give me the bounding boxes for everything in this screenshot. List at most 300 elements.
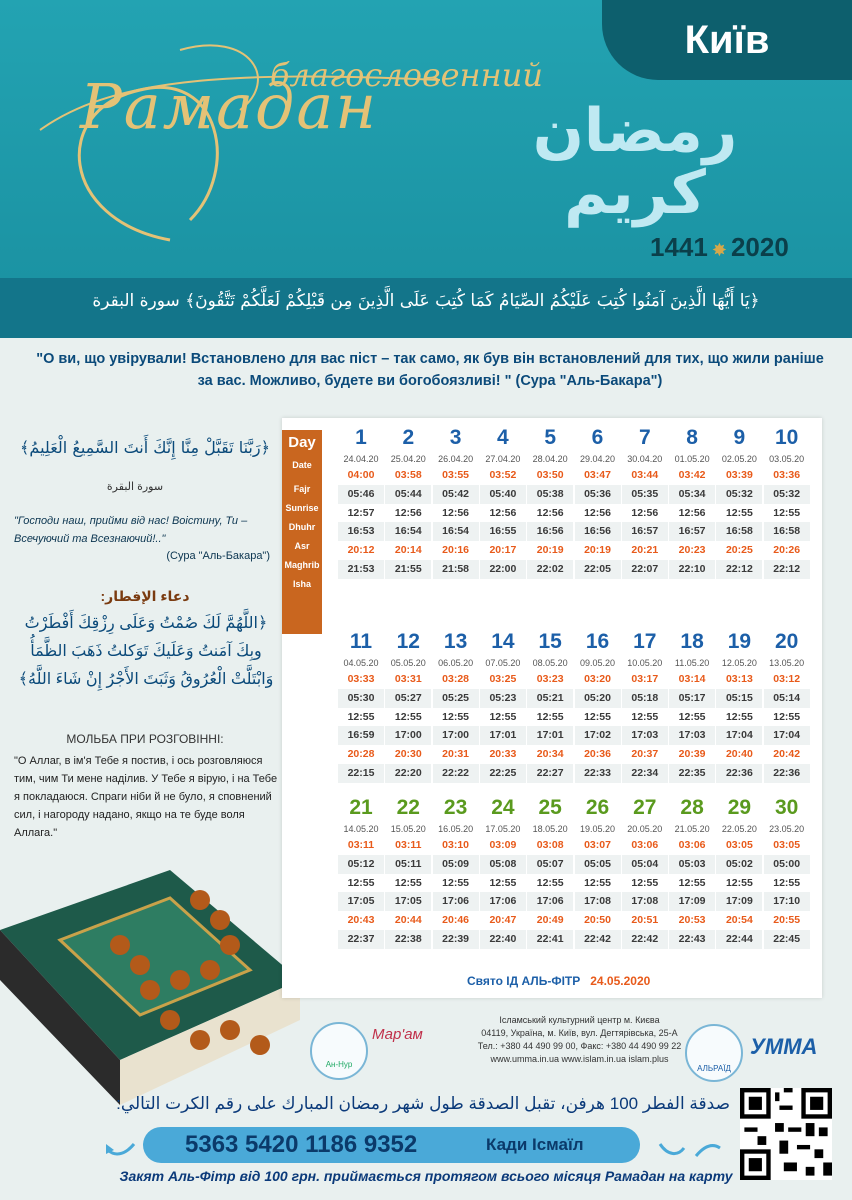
maghrib-time: 20:53 xyxy=(678,914,706,927)
day-number: 15 xyxy=(538,630,562,653)
zakat-note: Закят Аль-Фітр від 100 грн. приймається протягом всього місяця Рамадан на карту xyxy=(119,1168,733,1184)
day-number: 16 xyxy=(585,630,610,653)
isha-time: 22:15 xyxy=(338,764,384,783)
an-nur-label: Ан-Нур xyxy=(325,1060,353,1069)
isha-time: 22:12 xyxy=(764,560,810,579)
day-number: 8 xyxy=(686,426,698,449)
card-number-box[interactable] xyxy=(143,1127,640,1163)
day-column xyxy=(622,630,668,783)
sunrise-time: 05:34 xyxy=(669,485,715,504)
asr-time: 17:06 xyxy=(480,892,526,911)
asr-time: 16:56 xyxy=(575,522,621,541)
sunrise-time: 05:25 xyxy=(433,689,479,708)
ayah-text: ﴿يَا أَيُّهَا الَّذِينَ آمَنُوا كُتِبَ عَلَيْكُمُ الصِّيَامُ كَمَا كُتِبَ عَلَى الَّذِينَ مِن قَبْلِكُمْ لَعَلَّكُمْ تَتَّقُونَ﴾ سورة البقرة xyxy=(92,291,760,311)
day-number: 1 xyxy=(355,426,367,449)
dhuhr-time: 12:55 xyxy=(584,710,611,723)
day-column xyxy=(622,426,668,579)
dhuhr-time: 12:55 xyxy=(347,876,375,889)
day-date: 19.05.20 xyxy=(579,824,616,834)
maghrib-time: 20:19 xyxy=(536,544,564,557)
maghrib-time: 20:39 xyxy=(678,748,706,761)
day-number: 24 xyxy=(491,796,515,819)
day-column xyxy=(433,796,479,949)
asr-time: 17:04 xyxy=(764,726,810,745)
sunrise-time: 05:20 xyxy=(575,689,621,708)
maghrib-time: 20:33 xyxy=(489,748,517,761)
day-date: 09.05.20 xyxy=(579,658,616,668)
maghrib-time: 20:42 xyxy=(773,748,801,761)
isha-time: 22:44 xyxy=(716,930,762,949)
maghrib-time: 20:54 xyxy=(725,914,753,927)
sunrise-time: 05:38 xyxy=(527,485,573,504)
fajr-time: 03:10 xyxy=(442,839,470,851)
maghrib-time: 20:46 xyxy=(442,914,470,927)
dhuhr-time: 12:55 xyxy=(631,710,659,723)
day-number: 13 xyxy=(443,630,468,653)
fajr-time: 04:00 xyxy=(347,469,375,481)
maghrib-time: 20:43 xyxy=(347,914,375,927)
day-column xyxy=(338,426,384,579)
sunrise-time: 05:07 xyxy=(527,855,573,874)
asr-time: 17:01 xyxy=(480,726,526,745)
label-date: Date xyxy=(292,460,312,470)
fajr-time: 03:08 xyxy=(536,839,564,851)
day-column xyxy=(527,630,573,783)
dhuhr-time: 12:55 xyxy=(536,710,564,723)
day-date: 27.04.20 xyxy=(485,454,521,464)
eid-label: Свято ІД АЛЬ-ФІТР xyxy=(467,974,581,988)
day-date: 26.04.20 xyxy=(438,454,474,464)
isha-time: 22:40 xyxy=(480,930,526,949)
fajr-time: 03:11 xyxy=(395,839,422,851)
card-holder: Кади Ісмаїл xyxy=(486,1135,584,1154)
isha-time: 22:37 xyxy=(338,930,384,949)
dhuhr-time: 12:55 xyxy=(773,506,801,519)
dhuhr-time: 12:56 xyxy=(536,506,564,519)
day-column xyxy=(622,796,668,949)
title-main: Рамадан xyxy=(80,70,379,143)
maghrib-time: 20:44 xyxy=(394,914,422,927)
day-date: 30.04.20 xyxy=(627,454,663,464)
iftar-dua-translation: "О Аллаг, в ім'я Тебе я постив, і ось розговляюся тим, чим Ти мене наділив. У Тебе я вірую, і на Тебе я покладаюся. Спраги ніби й не було, я сповнений сил, і нагороду надано, якщо на те буде воля Аллага." xyxy=(14,755,278,839)
day-column xyxy=(669,796,715,949)
maghrib-time: 20:30 xyxy=(394,748,422,761)
day-column xyxy=(669,630,715,783)
maghrib-time: 20:34 xyxy=(536,748,564,761)
fajr-time: 03:06 xyxy=(631,839,659,851)
dhuhr-time: 12:55 xyxy=(773,710,801,723)
dua-arabic: ﴿رَبَّنَا تَقَبَّلْ مِنَّا إِنَّكَ أَنتَ السَّمِيعُ الْعَلِيمُ﴾ xyxy=(20,438,270,457)
asr-time: 16:54 xyxy=(385,522,431,541)
sunrise-time: 05:15 xyxy=(716,689,762,708)
isha-time: 22:05 xyxy=(575,560,621,579)
day-number: 10 xyxy=(775,426,799,449)
dhuhr-time: 12:56 xyxy=(678,506,706,519)
isha-time: 22:00 xyxy=(480,560,526,579)
arabic-title: رمضان كريم xyxy=(532,96,738,228)
day-column xyxy=(764,796,810,949)
day-number: 30 xyxy=(775,796,799,819)
day-column xyxy=(385,426,431,579)
day-number: 4 xyxy=(497,426,509,449)
fajr-time: 03:50 xyxy=(536,469,564,481)
day-date: 25.04.20 xyxy=(390,454,426,464)
sunrise-time: 05:32 xyxy=(716,485,762,504)
isha-time: 22:39 xyxy=(433,930,479,949)
dhuhr-time: 12:56 xyxy=(394,506,422,519)
fajr-time: 03:47 xyxy=(584,469,611,481)
day-date: 21.05.20 xyxy=(674,824,710,834)
label-day: Day xyxy=(288,434,316,451)
fajr-time: 03:28 xyxy=(442,673,470,685)
maghrib-time: 20:49 xyxy=(536,914,564,927)
day-number: 17 xyxy=(633,630,657,653)
day-column xyxy=(338,796,384,949)
asr-time: 17:08 xyxy=(575,892,621,911)
asr-time: 16:55 xyxy=(480,522,526,541)
sunrise-time: 05:18 xyxy=(622,689,668,708)
label-maghrib: Maghrib xyxy=(284,560,320,570)
label-asr: Asr xyxy=(294,541,310,551)
day-column xyxy=(433,630,479,783)
day-column xyxy=(527,426,573,579)
maghrib-time: 20:19 xyxy=(584,544,611,557)
org-sites: www.umma.in.ua www.islam.in.ua islam.plus xyxy=(490,1054,669,1064)
asr-time: 16:59 xyxy=(338,726,384,745)
dhuhr-time: 12:55 xyxy=(489,876,517,889)
iftar-heading: МОЛЬБА ПРИ РОЗГОВІННІ: xyxy=(66,732,224,746)
day-column xyxy=(575,796,621,949)
asr-time: 17:06 xyxy=(527,892,573,911)
day-date: 23.05.20 xyxy=(769,824,805,834)
sunrise-time: 05:03 xyxy=(669,855,715,874)
ayah-translation: "О ви, що увірували! Встановлено для вас піст – так само, як був він встановлений для тих, що жили раніше за вас. Можливо, будете ви богобоязливі! " (Сура "Аль-Бакара") xyxy=(36,351,824,389)
dhuhr-time: 12:55 xyxy=(725,710,753,723)
label-dhuhr: Dhuhr xyxy=(288,522,316,532)
asr-time: 17:06 xyxy=(433,892,479,911)
asr-time: 17:05 xyxy=(338,892,384,911)
asr-time: 16:58 xyxy=(764,522,810,541)
isha-time: 22:36 xyxy=(764,764,810,783)
maghrib-time: 20:14 xyxy=(394,544,422,557)
dhuhr-time: 12:55 xyxy=(773,876,801,889)
isha-time: 22:07 xyxy=(622,560,668,579)
asr-time: 17:00 xyxy=(433,726,479,745)
maghrib-time: 20:26 xyxy=(773,544,801,557)
fajr-time: 03:17 xyxy=(631,673,659,685)
fajr-time: 03:09 xyxy=(489,839,517,851)
maghrib-time: 20:21 xyxy=(631,544,659,557)
day-number: 11 xyxy=(349,630,373,653)
isha-time: 22:36 xyxy=(716,764,762,783)
sunrise-time: 05:36 xyxy=(575,485,621,504)
day-date: 20.05.20 xyxy=(627,824,663,834)
day-number: 20 xyxy=(775,630,799,653)
fajr-time: 03:12 xyxy=(773,673,801,685)
day-number: 27 xyxy=(633,796,657,819)
day-date: 11.05.20 xyxy=(674,658,710,668)
asr-time: 17:03 xyxy=(622,726,668,745)
maghrib-time: 20:12 xyxy=(347,544,375,557)
org-info xyxy=(462,1014,697,1066)
fajr-time: 03:42 xyxy=(678,469,706,481)
day-date: 10.05.20 xyxy=(627,658,663,668)
day-number: 7 xyxy=(638,426,651,449)
day-number: 2 xyxy=(402,426,415,449)
dhuhr-time: 12:56 xyxy=(584,506,611,519)
isha-time: 22:41 xyxy=(527,930,573,949)
day-date: 28.04.20 xyxy=(532,454,568,464)
dhuhr-time: 12:55 xyxy=(678,710,706,723)
fajr-time: 03:07 xyxy=(584,839,611,851)
day-column xyxy=(385,630,431,783)
day-number: 28 xyxy=(680,796,704,819)
arrows-right-icon xyxy=(656,1138,726,1162)
dhuhr-time: 12:55 xyxy=(442,710,470,723)
day-date: 03.05.20 xyxy=(769,454,805,464)
sunrise-time: 05:40 xyxy=(480,485,526,504)
day-column xyxy=(575,630,621,783)
an-nur-logo xyxy=(310,1022,368,1080)
asr-time: 17:03 xyxy=(669,726,715,745)
isha-time: 21:55 xyxy=(385,560,431,579)
fajr-time: 03:33 xyxy=(347,673,375,685)
city-badge: Київ xyxy=(602,0,852,80)
isha-time: 22:12 xyxy=(716,560,762,579)
hijri-year: 1441 xyxy=(650,232,708,262)
day-date: 17.05.20 xyxy=(485,824,521,834)
day-number: 18 xyxy=(680,630,704,653)
dua-translation: "Господи наш, прийми від нас! Воістину, Ти – Всечуючий та Всезнаючий!.." xyxy=(14,515,248,545)
isha-time: 22:43 xyxy=(669,930,715,949)
day-column xyxy=(385,796,431,949)
sadaqa-arabic-text: صدقة الفطر 100 هرفن، تقبل الصدقة طول شهر رمضان المبارك على رقم الكرت التالي: xyxy=(116,1094,730,1113)
prayer-calendar xyxy=(282,418,822,998)
iftar-heading-arabic: دعاء الإفطار: xyxy=(100,588,190,604)
day-date: 08.05.20 xyxy=(532,658,568,668)
day-column xyxy=(669,426,715,579)
isha-time: 22:33 xyxy=(575,764,621,783)
day-column xyxy=(480,630,526,783)
day-date: 01.05.20 xyxy=(674,454,710,464)
day-date: 07.05.20 xyxy=(485,658,521,668)
maghrib-time: 20:47 xyxy=(489,914,517,927)
org-address: 04119, Україна, м. Київ, вул. Дегтярівська, 25-А xyxy=(481,1028,678,1038)
isha-time: 22:34 xyxy=(622,764,668,783)
maghrib-time: 20:51 xyxy=(631,914,659,927)
dhuhr-time: 12:55 xyxy=(536,876,564,889)
sunrise-time: 05:35 xyxy=(622,485,668,504)
day-number: 22 xyxy=(396,796,420,819)
eid-note xyxy=(467,974,650,988)
fajr-time: 03:14 xyxy=(678,673,706,685)
maghrib-time: 20:25 xyxy=(725,544,753,557)
sunrise-time: 05:04 xyxy=(622,855,668,874)
fajr-time: 03:20 xyxy=(584,673,611,685)
isha-time: 22:20 xyxy=(385,764,431,783)
sunrise-time: 05:44 xyxy=(385,485,431,504)
day-date: 22.05.20 xyxy=(721,824,757,834)
dhuhr-time: 12:55 xyxy=(394,876,422,889)
card-number[interactable]: 5363 5420 1186 9352 xyxy=(185,1131,418,1158)
alraid-label: АЛЬРАЇД xyxy=(697,1064,731,1073)
day-column xyxy=(716,426,762,579)
isha-time: 22:25 xyxy=(480,764,526,783)
day-date: 16.05.20 xyxy=(438,824,474,834)
fajr-time: 03:58 xyxy=(394,469,422,481)
asr-time: 17:08 xyxy=(622,892,668,911)
isha-time: 22:45 xyxy=(764,930,810,949)
org-name: Ісламський культурний центр м. Києва xyxy=(499,1015,660,1025)
maghrib-time: 20:36 xyxy=(584,748,611,761)
sunrise-time: 05:14 xyxy=(764,689,810,708)
maghrib-time: 20:37 xyxy=(631,748,659,761)
sunrise-time: 05:30 xyxy=(338,689,384,708)
header-banner xyxy=(0,0,852,278)
day-date: 06.05.20 xyxy=(438,658,474,668)
sunrise-time: 05:12 xyxy=(338,855,384,874)
day-column xyxy=(480,796,526,949)
day-number: 12 xyxy=(396,630,420,653)
label-isha: Isha xyxy=(292,579,311,589)
fajr-time: 03:31 xyxy=(394,673,422,685)
fajr-time: 03:05 xyxy=(773,839,801,851)
day-column xyxy=(716,796,762,949)
day-date: 18.05.20 xyxy=(532,824,568,834)
label-fajr: Fajr xyxy=(293,484,311,494)
label-sunrise: Sunrise xyxy=(285,503,319,513)
day-date: 04.05.20 xyxy=(343,658,379,668)
dhuhr-time: 12:55 xyxy=(725,876,753,889)
sunrise-time: 05:17 xyxy=(669,689,715,708)
arrow-left-icon xyxy=(104,1140,138,1160)
asr-time: 16:53 xyxy=(338,522,384,541)
day-number: 5 xyxy=(544,426,557,449)
isha-time: 22:10 xyxy=(669,560,715,579)
day-date: 05.05.20 xyxy=(390,658,426,668)
day-date: 13.05.20 xyxy=(769,658,805,668)
fajr-time: 03:25 xyxy=(489,673,517,685)
maghrib-time: 20:23 xyxy=(678,544,706,557)
sunrise-time: 05:08 xyxy=(480,855,526,874)
asr-time: 16:57 xyxy=(622,522,668,541)
dhuhr-time: 12:55 xyxy=(394,710,422,723)
isha-time: 22:27 xyxy=(527,764,573,783)
fajr-time: 03:55 xyxy=(442,469,470,481)
asr-time: 17:01 xyxy=(527,726,573,745)
day-number: 25 xyxy=(538,796,562,819)
day-column xyxy=(338,630,384,783)
asr-time: 17:05 xyxy=(385,892,431,911)
fajr-time: 03:36 xyxy=(773,469,801,481)
day-number: 3 xyxy=(449,426,462,449)
maghrib-time: 20:16 xyxy=(442,544,470,557)
org-phones: Тел.: +380 44 490 99 00, Факс: +380 44 490 99 22 xyxy=(477,1041,682,1051)
day-date: 29.04.20 xyxy=(579,454,616,464)
asr-time: 17:09 xyxy=(669,892,715,911)
maghrib-time: 20:17 xyxy=(489,544,517,557)
day-date: 02.05.20 xyxy=(721,454,757,464)
dhuhr-time: 12:56 xyxy=(489,506,517,519)
maghrib-time: 20:50 xyxy=(584,914,611,927)
qr-code-icon[interactable] xyxy=(740,1088,832,1180)
sunrise-time: 05:46 xyxy=(338,485,384,504)
asr-time: 16:54 xyxy=(433,522,479,541)
isha-time: 22:38 xyxy=(385,930,431,949)
dhuhr-time: 12:56 xyxy=(442,506,470,519)
day-column xyxy=(575,426,621,579)
isha-time: 22:42 xyxy=(622,930,668,949)
day-date: 12.05.20 xyxy=(721,658,757,668)
day-number: 14 xyxy=(491,630,515,653)
maghrib-time: 20:40 xyxy=(725,748,753,761)
asr-time: 16:58 xyxy=(716,522,762,541)
maghrib-time: 20:55 xyxy=(773,914,801,927)
isha-time: 22:22 xyxy=(433,764,479,783)
asr-time: 17:10 xyxy=(764,892,810,911)
maghrib-time: 20:31 xyxy=(442,748,470,761)
fajr-time: 03:52 xyxy=(489,469,517,481)
asr-time: 17:00 xyxy=(385,726,431,745)
day-date: 14.05.20 xyxy=(343,824,379,834)
dhuhr-time: 12:55 xyxy=(678,876,706,889)
dhuhr-time: 12:55 xyxy=(584,876,611,889)
umma-logo: УММА xyxy=(750,1034,818,1059)
dua-source: سورة البقرة xyxy=(106,481,164,493)
row-labels xyxy=(282,430,322,634)
fajr-time: 03:05 xyxy=(725,839,753,851)
day-number: 6 xyxy=(591,426,604,449)
gregorian-year: 2020 xyxy=(730,232,789,262)
fajr-time: 03:13 xyxy=(725,673,753,685)
sunrise-time: 05:23 xyxy=(480,689,526,708)
sunrise-time: 05:21 xyxy=(527,689,573,708)
sunrise-time: 05:42 xyxy=(433,485,479,504)
dhuhr-time: 12:55 xyxy=(347,710,375,723)
day-column xyxy=(764,426,810,579)
fajr-time: 03:11 xyxy=(347,839,375,851)
isha-time: 21:58 xyxy=(433,560,479,579)
sunrise-time: 05:00 xyxy=(764,855,810,874)
fajr-time: 03:39 xyxy=(725,469,753,481)
dhuhr-time: 12:55 xyxy=(489,710,517,723)
fajr-time: 03:44 xyxy=(631,469,659,481)
dhuhr-time: 12:55 xyxy=(725,506,753,519)
maghrib-time: 20:28 xyxy=(347,748,375,761)
day-date: 24.04.20 xyxy=(343,454,379,464)
day-number: 23 xyxy=(443,796,468,819)
isha-time: 21:53 xyxy=(338,560,384,579)
iftar-dua-arabic: ﴿اللَّهُمَّ لَكَ صُمْتُ وَعَلَى رِزْقِكَ أَفْطَرْتُ وبِكَ آمَنتُ وَعَلَيكَ تَوَكلتُ ذَهَبَ الظَّمَأُ وَابْتَلَّتْ الْعُرُوقُ وَثَبَتَ الأَجْرُ إِنْ شَاءَ اللَّهُ﴾ xyxy=(18,615,274,688)
day-number: 9 xyxy=(733,426,746,449)
day-column xyxy=(480,426,526,579)
day-number: 21 xyxy=(349,796,373,819)
day-column xyxy=(764,630,810,783)
sunrise-time: 05:11 xyxy=(385,855,431,874)
asr-time: 16:57 xyxy=(669,522,715,541)
asr-time: 17:02 xyxy=(575,726,621,745)
day-column xyxy=(716,630,762,783)
day-column xyxy=(527,796,573,949)
day-number: 19 xyxy=(727,630,752,653)
dhuhr-time: 12:55 xyxy=(442,876,470,889)
day-number: 29 xyxy=(727,796,752,819)
asr-time: 16:56 xyxy=(527,522,573,541)
dhuhr-time: 12:56 xyxy=(631,506,659,519)
maryam-logo: Мар'ам xyxy=(372,1026,423,1043)
dhuhr-time: 12:57 xyxy=(347,506,375,519)
day-number: 26 xyxy=(585,796,610,819)
